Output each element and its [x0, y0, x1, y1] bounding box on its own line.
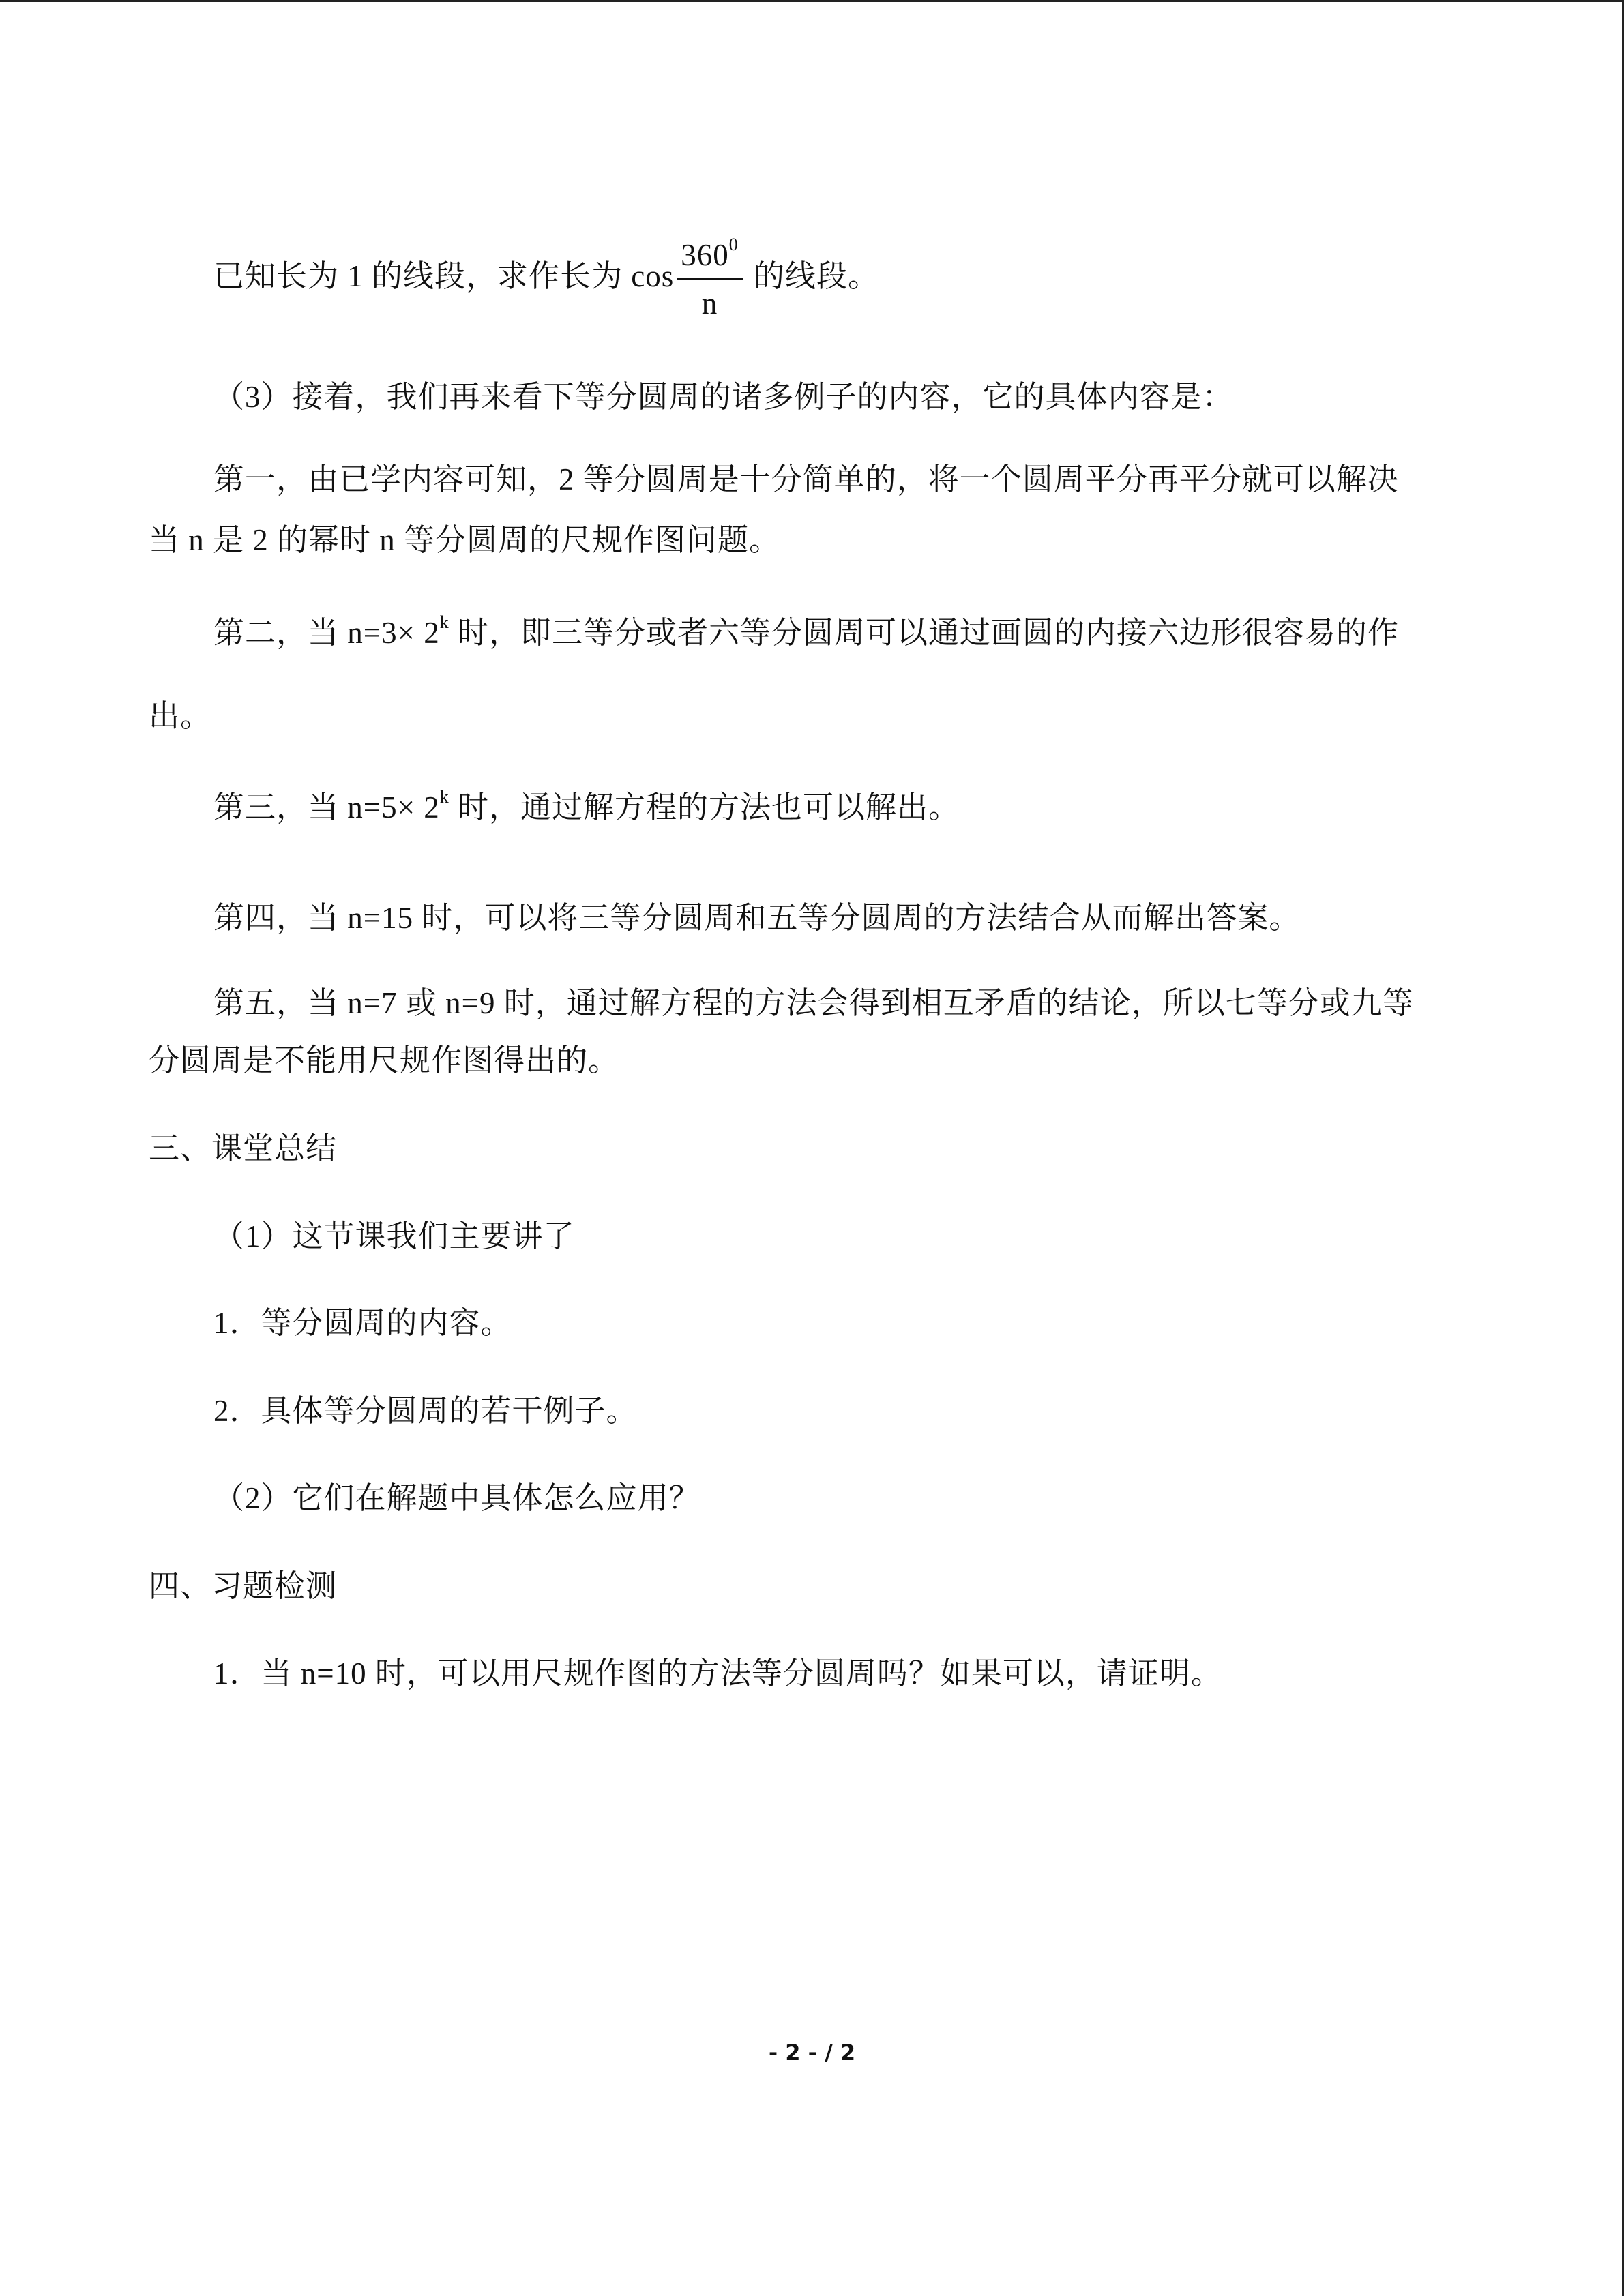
exercise-item-1: 1．当 n=10 时，可以用尺规作图的方法等分圆周吗？如果可以，请证明。	[213, 1656, 1222, 1690]
intro-text-pre: 已知长为 1 的线段，求作长为 cos	[213, 258, 675, 293]
fraction	[677, 235, 743, 323]
paragraph-3-pre: 第三，当 n=5× 2	[213, 790, 440, 824]
intro-text-post: 的线段。	[745, 258, 880, 293]
page-top-border	[0, 0, 1624, 2]
paragraph-2-post: 时，即三等分或者六等分圆周可以通过画圆的内接六边形很容易的作	[449, 616, 1400, 650]
section3-title: （3）接着，我们再来看下等分圆周的诸多例子的内容，它的具体内容是：	[213, 380, 1234, 414]
summary-item-1: 1．等分圆周的内容。	[213, 1306, 512, 1340]
summary-question-2: （2）它们在解题中具体怎么应用？	[213, 1481, 700, 1515]
summary-heading: 三、课堂总结	[149, 1131, 338, 1165]
paragraph-5-line-2: 分圆周是不能用尺规作图得出的。	[149, 1043, 620, 1077]
paragraph-3	[213, 787, 960, 828]
paragraph-3-superscript: k	[439, 787, 449, 807]
paragraph-2-line-1	[213, 612, 1399, 653]
numerator-base: 360	[681, 238, 729, 272]
page-number-footer: - 2 - / 2	[768, 2040, 856, 2066]
paragraph-2-line-2: 出。	[149, 699, 212, 733]
paragraph-1-line-2: 当 n 是 2 的幂时 n 等分圆周的尺规作图问题。	[149, 523, 781, 557]
paragraph-5-line-1: 第五，当 n=7 或 n=9 时，通过解方程的方法会得到相互矛盾的结论，所以七等分或九等	[213, 986, 1414, 1020]
fraction-numerator	[677, 235, 743, 280]
exercise-heading: 四、习题检测	[149, 1569, 338, 1603]
paragraph-2-pre: 第二，当 n=3× 2	[213, 616, 440, 650]
paragraph-2-superscript: k	[439, 612, 449, 632]
paragraph-1-line-1: 第一，由已学内容可知，2 等分圆周是十分简单的，将一个圆周平分再平分就可以解决	[213, 462, 1399, 496]
summary-question-1: （1）这节课我们主要讲了	[213, 1219, 575, 1253]
paragraph-4: 第四，当 n=15 时，可以将三等分圆周和五等分圆周的方法结合从而解出答案。	[213, 901, 1301, 935]
numerator-superscript: 0	[728, 235, 739, 254]
fraction-denominator: n	[701, 286, 718, 320]
intro-line	[213, 235, 879, 323]
summary-item-2: 2．具体等分圆周的若干例子。	[213, 1394, 638, 1428]
paragraph-3-post: 时，通过解方程的方法也可以解出。	[449, 790, 960, 824]
